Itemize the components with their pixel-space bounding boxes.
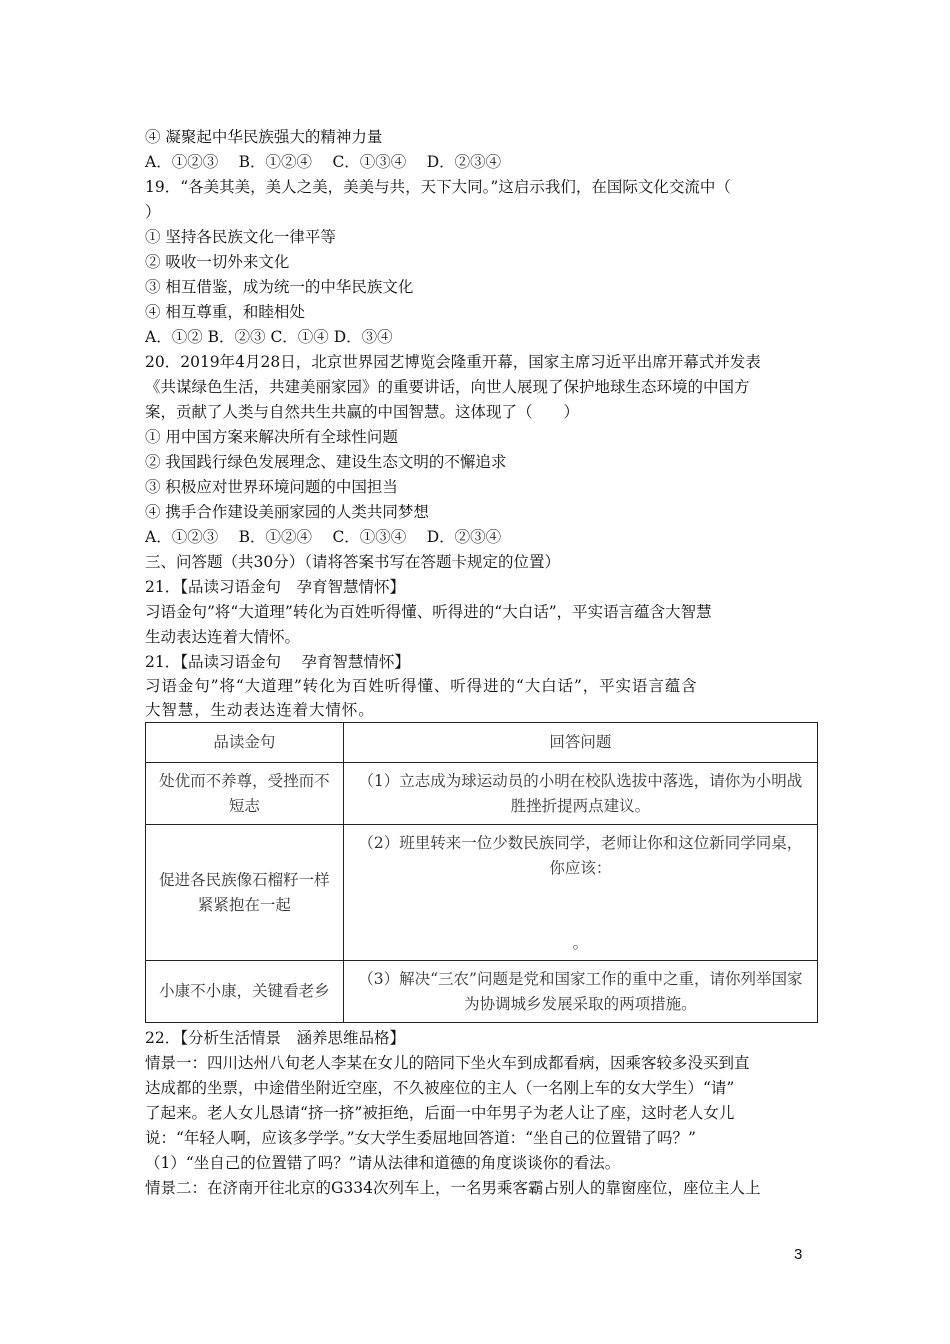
table-cell-question: （3）解决“三农”问题是党和国家工作的重中之重，请你列举国家为协调城乡发展采取的两项措施。 [343,961,817,1023]
option-line: ② 我国践行绿色发展理念、建设生态文明的不懈追求 [145,453,507,471]
option-line: ④ 凝聚起中华民族强大的精神力量 [145,128,383,146]
table-header-question: 回答问题 [343,723,817,763]
table-row [146,825,818,961]
scenario-text: 情景一：四川达州八旬老人李某在女儿的陪同下坐火车到成都看病，因乘客较多没买到直 [145,1054,750,1072]
table-row [146,763,818,825]
option-line: ③ 相互借鉴，成为统一的中华民族文化 [145,278,414,296]
question-19: 19．“各美其美，美人之美，美美与共，天下大同。”这启示我们，在国际文化交流中（ [145,178,731,196]
table-cell-question [343,825,817,961]
question-20-text: 案，贡献了人类与自然共生共赢的中国智慧。这体现了（ ） [145,403,580,421]
table-cell-quote: 处优而不养尊，受挫而不短志 [146,763,344,825]
answer-choices: A．①②③ B．①②④ C．①③④ D．②③④ [145,153,502,171]
scenario-text: 说：“年轻人啊，应该多学学。”女大学生委屈地回答道：“坐自己的位置错了吗？” [145,1129,696,1147]
answer-choices: A．①②③ B．①②④ C．①③④ D．②③④ [145,528,502,546]
question-20: 20．2019年4月28日，北京世界园艺博览会隆重开幕，国家主席习近平出席开幕式并发表 [145,353,761,371]
question-21-text-repeat: 习语金句”将“大道理”转化为百姓听得懂、听得进的“大白话”，平实语言蕴含 [145,677,698,695]
table-cell-quote: 促进各民族像石榴籽一样紧紧抱在一起 [146,825,344,961]
option-line: ③ 积极应对世界环境问题的中国担当 [145,478,398,496]
answer-choices: A．①② B．②③ C．①④ D．③④ [145,328,393,346]
table-header-quote: 品读金句 [146,723,344,763]
table-cell-question-text: （2）班里转来一位少数民族同学，老师让你和这位新同学同桌，你应该： [358,834,803,877]
scenario-text: 情景二：在济南开往北京的G334次列车上，一名男乘客霸占别人的靠窗座位，座位主人上 [145,1179,761,1197]
sub-question: （1）“坐自己的位置错了吗？”请从法律和道德的角度谈谈你的看法。 [145,1154,621,1172]
question-21-text: 生动表达连着大情怀。 [145,628,301,646]
scenario-text: 达成都的坐票，中途借坐附近空座，不久被座位的主人（一名刚上车的女大学生）“请” [145,1079,735,1097]
page-number: 3 [794,1246,803,1263]
question-table [145,722,818,1023]
option-line: ② 吸收一切外来文化 [145,253,290,271]
table-cell-question: （1）立志成为球运动员的小明在校队选拔中落选，请你为小明战胜挫折提两点建议。 [343,763,817,825]
option-line: ① 坚持各民族文化一律平等 [145,228,336,246]
table-cell-blank-end: 。 [572,934,589,952]
question-21-text-repeat: 大智慧，生动表达连着大情怀。 [145,701,375,719]
question-21-title: 21．【品读习语金句 孕育智慧情怀】 [145,578,405,596]
section-heading: 三、问答题（共30分）（请将答案书写在答题卡规定的位置） [145,553,560,571]
question-20-text: 《共谋绿色生活，共建美丽家园》的重要讲话，向世人展现了保护地球生态环境的中国方 [145,378,750,396]
question-22-title: 22．【分析生活情景 涵养思维品格】 [145,1029,405,1047]
question-19-bracket: ） [145,203,161,221]
option-line: ① 用中国方案来解决所有全球性问题 [145,428,398,446]
question-21-title-repeat: 21．【品读习语金句 孕育智慧情怀】 [145,653,410,671]
scenario-text: 了起来。老人女儿恳请“挤一挤”被拒绝，后面一中年男子为老人让了座，这时老人女儿 [145,1104,735,1122]
option-line: ④ 相互尊重，和睦相处 [145,303,305,321]
question-21-text: 习语金句”将“大道理”转化为百姓听得懂、听得进的“大白话”，平实语言蕴含大智慧 [145,603,712,621]
table-header-row [146,723,818,763]
table-row [146,961,818,1023]
table-cell-quote: 小康不小康，关键看老乡 [146,961,344,1023]
option-line: ④ 携手合作建设美丽家园的人类共同梦想 [145,503,429,521]
